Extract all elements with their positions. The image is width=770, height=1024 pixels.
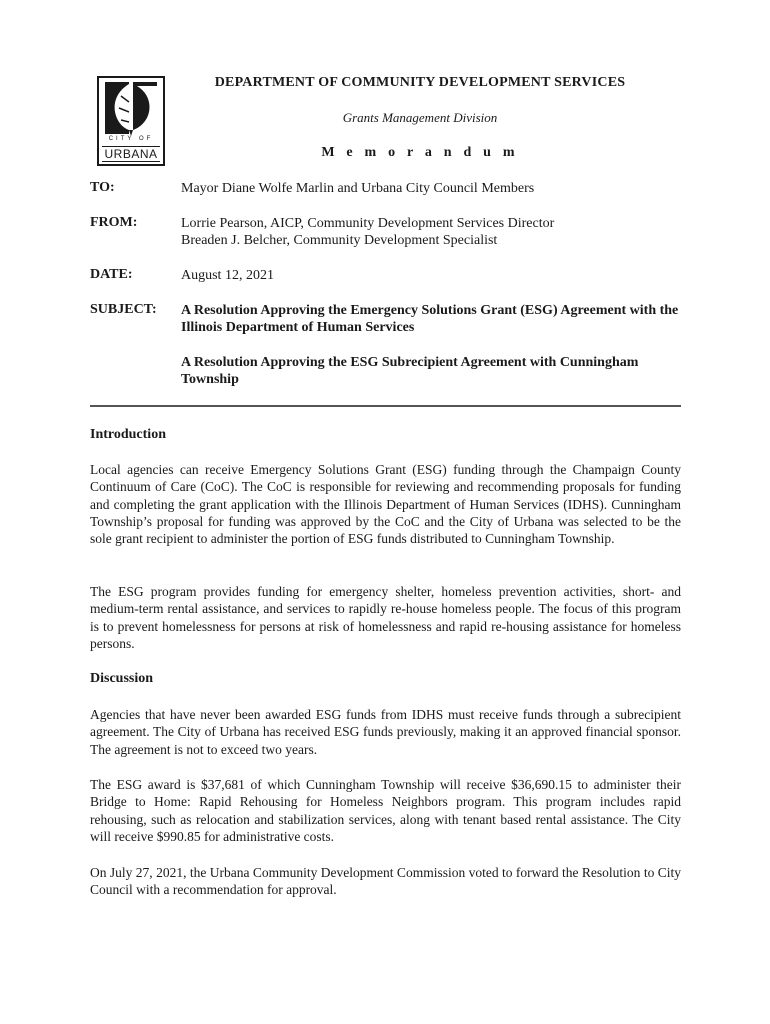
- to-label: TO:: [90, 180, 115, 195]
- memo-title: M e m o r a n d u m: [321, 145, 519, 160]
- header-divider: [90, 405, 681, 407]
- department-heading: DEPARTMENT OF COMMUNITY DEVELOPMENT SERVICES: [214, 75, 626, 90]
- subject-resolution-2: A Resolution Approving the ESG Subrecipient Agreement with Cunningham Township: [181, 355, 639, 387]
- logo-city-name: URBANA: [102, 146, 160, 162]
- division-heading: Grants Management Division: [342, 110, 498, 125]
- subject-resolution-1: A Resolution Approving the Emergency Solutions Grant (ESG) Agreement with the Illinois Department of Human Services: [181, 303, 679, 335]
- date-label: DATE:: [90, 267, 133, 282]
- introduction-paragraph-2: The ESG program provides funding for emergency shelter, homeless prevention activities, short- and medium-term rental assistance, and services to rapidly re-house homeless people. The focus of this program is to prevent homelessness for persons at risk of homelessness and rapid re-housing assistance for homeless persons.: [90, 584, 681, 651]
- to-value: Mayor Diane Wolfe Marlin and Urbana City Council Members: [181, 181, 535, 196]
- from-label: FROM:: [90, 215, 138, 230]
- subject-label: SUBJECT:: [90, 302, 157, 317]
- from-value-line2: Breaden J. Belcher, Community Development Specialist: [181, 233, 498, 248]
- logo-city-label: CITY OF: [108, 136, 154, 142]
- discussion-heading: Discussion: [90, 671, 154, 686]
- introduction-heading: Introduction: [90, 427, 166, 442]
- discussion-paragraph-3: On July 27, 2021, the Urbana Community Development Commission voted to forward the Resolution to City Council with a recommendation for approval.: [90, 865, 681, 898]
- from-value-line1: Lorrie Pearson, AICP, Community Development Services Director: [181, 216, 555, 231]
- discussion-paragraph-1: Agencies that have never been awarded ESG funds from IDHS must receive funds through a subrecipient agreement. The City of Urbana has received ESG funds previously, making it an approved financial sponsor. The agreement is not to exceed two years.: [90, 707, 681, 757]
- city-logo: [97, 76, 165, 166]
- introduction-paragraph-1: Local agencies can receive Emergency Solutions Grant (ESG) funding through the Champaign County Continuum of Care (CoC). The CoC is responsible for reviewing and recommending proposals for funding and completing the grant application with the Illinois Department of Human Services (IDHS). Cunningham Township’s proposal for funding was approved by the CoC and the City of Urbana was selected to be the sole grant recipient to administer the portion of ESG funds distributed to Cunningham Township.: [90, 462, 681, 547]
- discussion-paragraph-2: The ESG award is $37,681 of which Cunningham Township will receive $36,690.15 to administer their Bridge to Home: Rapid Rehousing for Homeless Neighbors program. This program includes rapid rehousing, such as relocation and stabilization services, along with tenant based rental assistance. The City will receive $990.85 for administrative costs.: [90, 777, 681, 844]
- date-value: August 12, 2021: [181, 268, 274, 283]
